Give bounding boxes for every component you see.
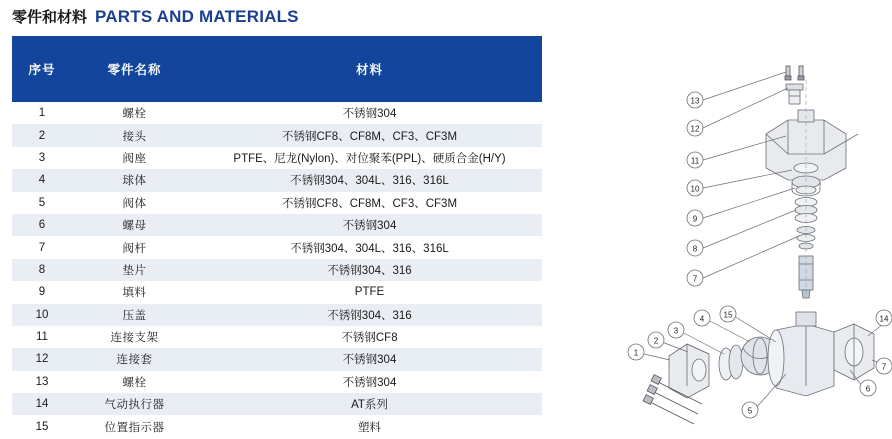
page-title-english: PARTS AND MATERIALS — [95, 7, 299, 26]
cell-material: PTFE — [197, 281, 542, 303]
svg-text:1: 1 — [633, 348, 639, 358]
cell-part-name: 气动执行器 — [72, 393, 197, 415]
part-bolts-top — [785, 66, 804, 80]
table-row — [12, 393, 542, 415]
cell-no: 2 — [12, 124, 72, 146]
callout-8 — [687, 240, 703, 256]
table-row — [12, 192, 542, 214]
callout-6 — [860, 380, 876, 396]
cell-part-name: 螺母 — [72, 214, 197, 236]
cell-material: 不锈钢304 — [197, 214, 542, 236]
part-seats — [719, 345, 743, 380]
cell-no: 1 — [12, 102, 72, 124]
callout-3 — [668, 322, 684, 338]
cell-no: 15 — [12, 415, 72, 437]
cell-material: 不锈钢304、304L、316、316L — [197, 236, 542, 258]
cell-no: 10 — [12, 304, 72, 326]
cell-no: 14 — [12, 393, 72, 415]
cell-part-name: 阀座 — [72, 147, 197, 169]
table-header-row — [12, 36, 542, 102]
cell-material: 不锈钢304、316 — [197, 259, 542, 281]
svg-text:12: 12 — [690, 124, 700, 134]
page-title-chinese: 零件和材料 — [12, 9, 88, 26]
svg-text:7: 7 — [881, 362, 887, 372]
callout-10 — [687, 180, 703, 196]
column-header-no: 序号 — [12, 36, 72, 102]
svg-text:9: 9 — [692, 214, 698, 224]
parts-table-container — [12, 36, 542, 438]
callout-5 — [742, 402, 758, 418]
table-row — [12, 236, 542, 258]
column-header-material: 材料 — [197, 36, 542, 102]
callout-14 — [876, 310, 892, 326]
part-coupling-sleeve — [786, 84, 803, 104]
cell-no: 11 — [12, 326, 72, 348]
cell-no: 12 — [12, 348, 72, 370]
cell-material: 不锈钢304、304L、316、316L — [197, 169, 542, 191]
callout-2 — [648, 332, 664, 348]
callout-4 — [694, 310, 710, 326]
table-row — [12, 348, 542, 370]
callout-12 — [687, 120, 703, 136]
table-row — [12, 281, 542, 303]
cell-part-name: 阀杆 — [72, 236, 197, 258]
callout-15 — [720, 306, 736, 322]
column-header-name: 零件名称 — [72, 36, 197, 102]
cell-no: 3 — [12, 147, 72, 169]
cell-no: 7 — [12, 236, 72, 258]
callout-13 — [687, 92, 703, 108]
callout-extra — [876, 358, 892, 374]
cell-no: 8 — [12, 259, 72, 281]
svg-text:7: 7 — [692, 274, 698, 284]
cell-material: 不锈钢CF8 — [197, 326, 542, 348]
assembly-drawing-svg — [600, 30, 892, 439]
svg-text:15: 15 — [723, 310, 733, 320]
cell-part-name: 位置指示器 — [72, 415, 197, 437]
cell-part-name: 填料 — [72, 281, 197, 303]
table-row — [12, 259, 542, 281]
table-row — [12, 124, 542, 146]
parts-table — [12, 36, 542, 438]
cell-no: 4 — [12, 169, 72, 191]
cell-material: 不锈钢CF8、CF8M、CF3、CF3M — [197, 192, 542, 214]
part-left-connector — [669, 344, 709, 398]
svg-text:14: 14 — [879, 314, 889, 324]
svg-text:3: 3 — [673, 326, 679, 336]
part-mounting-bracket — [766, 110, 858, 180]
callout-7 — [687, 270, 703, 286]
table-header — [12, 36, 542, 102]
cell-material: 不锈钢304 — [197, 348, 542, 370]
table-row — [12, 147, 542, 169]
part-right-flange — [834, 324, 874, 380]
cell-part-name: 压盖 — [72, 304, 197, 326]
svg-text:13: 13 — [690, 96, 700, 106]
table-row — [12, 169, 542, 191]
table-row — [12, 371, 542, 393]
svg-text:4: 4 — [699, 314, 705, 324]
cell-part-name: 螺栓 — [72, 371, 197, 393]
table-body — [12, 102, 542, 438]
cell-material: 不锈钢CF8、CF8M、CF3、CF3M — [197, 124, 542, 146]
svg-text:8: 8 — [692, 244, 698, 254]
cell-part-name: 垫片 — [72, 259, 197, 281]
svg-text:5: 5 — [747, 406, 753, 416]
callout-1 — [628, 344, 644, 360]
callout-11 — [687, 152, 703, 168]
cell-part-name: 球体 — [72, 169, 197, 191]
cell-part-name: 阀体 — [72, 192, 197, 214]
cell-no: 6 — [12, 214, 72, 236]
svg-text:10: 10 — [690, 184, 700, 194]
cell-no: 9 — [12, 281, 72, 303]
svg-text:2: 2 — [653, 336, 659, 346]
table-row — [12, 326, 542, 348]
table-row — [12, 415, 542, 437]
cell-material: 塑料 — [197, 415, 542, 437]
assembly-drawing — [600, 30, 892, 439]
table-row — [12, 102, 542, 124]
callout-9 — [687, 210, 703, 226]
cell-material: 不锈钢304、316 — [197, 304, 542, 326]
cell-no: 13 — [12, 371, 72, 393]
table-row — [12, 214, 542, 236]
cell-material: PTFE、尼龙(Nylon)、对位聚苯(PPL)、硬质合金(H/Y) — [197, 147, 542, 169]
page-title — [12, 6, 299, 27]
svg-text:11: 11 — [690, 156, 700, 166]
cell-material: 不锈钢304 — [197, 102, 542, 124]
table-row — [12, 304, 542, 326]
cell-part-name: 连接套 — [72, 348, 197, 370]
cell-part-name: 螺栓 — [72, 102, 197, 124]
svg-text:6: 6 — [865, 384, 871, 394]
cell-part-name: 接头 — [72, 124, 197, 146]
cell-no: 5 — [12, 192, 72, 214]
cell-part-name: 连接支架 — [72, 326, 197, 348]
cell-material: 不锈钢304 — [197, 371, 542, 393]
cell-material: AT系列 — [197, 393, 542, 415]
